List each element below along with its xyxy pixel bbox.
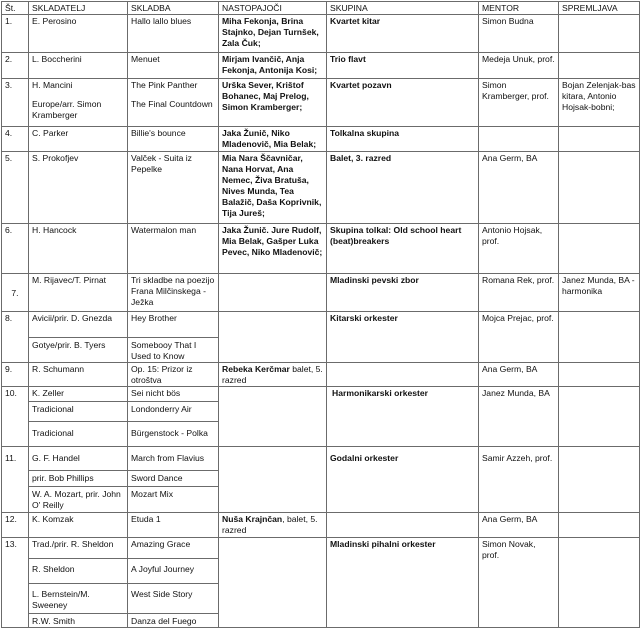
piece-line: March from Flavius	[131, 453, 205, 463]
row-piece: Billie's bounce	[128, 127, 219, 152]
piece-line: Mozart Mix	[128, 486, 218, 500]
table-row	[2, 363, 640, 387]
row-mentor: Simon Kramberger, prof.	[479, 79, 559, 127]
row-composer	[29, 79, 128, 127]
row-mentor: Janez Munda, BA	[479, 387, 559, 447]
row-num: 13.	[2, 538, 29, 628]
row-mentor: Ana Germ, BA	[479, 152, 559, 224]
table-row	[2, 152, 640, 224]
row-performers: Mirjam Ivančič, Anja Fekonja, Antonija Kosi;	[219, 53, 327, 79]
row-composer: M. Rijavec/T. Pirnat	[29, 274, 128, 312]
header-group: SKUPINA	[327, 2, 479, 15]
row-performers	[219, 513, 327, 538]
piece-line: Danza del Fuego	[128, 613, 218, 627]
row-piece: Watermalon man	[128, 224, 219, 274]
row-accompaniment: Janez Munda, BA - harmonika	[559, 274, 640, 312]
row-accompaniment	[559, 127, 640, 152]
composer-line: prir. Bob Phillips	[29, 470, 127, 484]
piece-line: The Pink Panther	[131, 80, 198, 90]
row-accompaniment: Bojan Zelenjak-bas kitara, Antonio Hojsak-bobni;	[559, 79, 640, 127]
row-num: 12.	[2, 513, 29, 538]
piece-line: Somebooy That I Used to Know	[128, 337, 218, 362]
row-composer	[29, 447, 128, 513]
composer-line: Europe/arr. Simon Kramberger	[32, 99, 102, 120]
row-piece	[128, 387, 219, 447]
row-mentor: Antonio Hojsak, prof.	[479, 224, 559, 274]
row-accompaniment	[559, 363, 640, 387]
composer-line: K. Zeller	[32, 388, 64, 398]
row-group: Balet, 3. razred	[327, 152, 479, 224]
table-row	[2, 513, 640, 538]
row-composer: S. Prokofjev	[29, 152, 128, 224]
composer-line: R.W. Smith	[29, 613, 127, 627]
row-num: 7.	[2, 274, 29, 312]
row-composer	[29, 538, 128, 628]
table-row	[2, 15, 640, 53]
table-row	[2, 127, 640, 152]
row-performers	[219, 538, 327, 628]
row-mentor: Simon Budna	[479, 15, 559, 53]
row-mentor: Romana Rek, prof.	[479, 274, 559, 312]
composer-line: Gotye/prir. B. Tyers	[29, 337, 127, 351]
row-accompaniment	[559, 447, 640, 513]
composer-line: R. Sheldon	[29, 558, 127, 575]
row-piece: Op. 15: Prizor iz otroštva	[128, 363, 219, 387]
performer-name: Rebeka Kerčmar	[222, 364, 290, 374]
row-num: 5.	[2, 152, 29, 224]
row-group: Harmonikarski orkester	[327, 387, 479, 447]
row-num: 6.	[2, 224, 29, 274]
row-group	[327, 513, 479, 538]
row-num: 11.	[2, 447, 29, 513]
table-row	[2, 224, 640, 274]
row-group: Mladinski pevski zbor	[327, 274, 479, 312]
row-accompaniment	[559, 224, 640, 274]
row-performers: Jaka Žunič, Niko Mladenovič, Mia Belak;	[219, 127, 327, 152]
header-performers: NASTOPAJOČI	[219, 2, 327, 15]
row-piece: Hallo lallo blues	[128, 15, 219, 53]
composer-line: Tradicional	[29, 421, 127, 439]
row-piece: Valček - Suita iz Pepelke	[128, 152, 219, 224]
performer-detail: balet, 5. razred	[222, 364, 323, 385]
row-piece: Tri skladbe na poezijo Frana Milčinskega - Ježka	[128, 274, 219, 312]
row-composer: K. Komzak	[29, 513, 128, 538]
piece-line: Bürgenstock - Polka	[128, 421, 218, 439]
table-row	[2, 312, 640, 363]
row-piece	[128, 447, 219, 513]
composer-line: Trad./prir. R. Sheldon	[32, 539, 114, 549]
piece-line: Amazing Grace	[131, 539, 191, 549]
row-group	[327, 363, 479, 387]
row-performers	[219, 387, 327, 447]
row-group: Kvartet kitar	[327, 15, 479, 53]
header-composer: SKLADATELJ	[29, 2, 128, 15]
performer-name: Nuša Krajnčan	[222, 514, 283, 524]
composer-line: W. A. Mozart, prir. John O' Reilly	[29, 486, 127, 511]
row-num: 2.	[2, 53, 29, 79]
row-num: 8.	[2, 312, 29, 363]
table-row	[2, 387, 640, 447]
row-accompaniment	[559, 15, 640, 53]
composer-line: G. F. Handel	[32, 453, 80, 463]
header-num: Št.	[2, 2, 29, 15]
row-group: Kvartet pozavn	[327, 79, 479, 127]
composer-line: Tradicional	[29, 401, 127, 415]
row-composer	[29, 387, 128, 447]
row-num: 10.	[2, 387, 29, 447]
row-composer	[29, 312, 128, 363]
table-row	[2, 447, 640, 513]
row-group: Skupina tolkal: Old school heart (beat)breakers	[327, 224, 479, 274]
header-row	[2, 2, 640, 15]
composer-line: Avicii/prir. D. Gnezda	[32, 313, 113, 323]
composer-line: H. Mancini	[32, 80, 73, 90]
row-performers: Mia Nara Ščavničar, Nana Horvat, Ana Nemec, Živa Bratuša, Nives Munda, Tea Balažič, Daša Koprivnik, Tija Jureš;	[219, 152, 327, 224]
row-group: Mladinski pihalni orkester	[327, 538, 479, 628]
composer-line: L. Bernstein/M. Sweeney	[29, 583, 127, 611]
piece-line: West Side Story	[128, 583, 218, 600]
row-mentor: Mojca Prejac, prof.	[479, 312, 559, 363]
row-group: Trio flavt	[327, 53, 479, 79]
row-piece: Menuet	[128, 53, 219, 79]
row-group: Tolkalna skupina	[327, 127, 479, 152]
row-piece: Etuda 1	[128, 513, 219, 538]
table-row	[2, 538, 640, 628]
row-group: Godalni orkester	[327, 447, 479, 513]
row-accompaniment	[559, 513, 640, 538]
row-num: 3.	[2, 79, 29, 127]
row-accompaniment	[559, 152, 640, 224]
row-mentor	[479, 127, 559, 152]
table-row	[2, 274, 640, 312]
row-num: 1.	[2, 15, 29, 53]
table-row	[2, 53, 640, 79]
piece-line: Hey Brother	[131, 313, 177, 323]
row-performers: Jaka Žunič. Jure Rudolf, Mia Belak, Gašper Luka Pevec, Niko Mladenovič;	[219, 224, 327, 274]
header-piece: SKLADBA	[128, 2, 219, 15]
row-performers	[219, 447, 327, 513]
row-piece	[128, 312, 219, 363]
table-row	[2, 79, 640, 127]
piece-line: The Final Countdown	[131, 99, 213, 109]
row-composer: L. Boccherini	[29, 53, 128, 79]
row-composer: E. Perosino	[29, 15, 128, 53]
header-accompaniment: SPREMLJAVA	[559, 2, 640, 15]
row-performers: Miha Fekonja, Brina Stajnko, Dejan Turnšek, Zala Čuk;	[219, 15, 327, 53]
performer-detail: , balet, 5. razred	[222, 514, 318, 535]
row-piece	[128, 79, 219, 127]
row-performers: Urška Sever, Krištof Bohanec, Maj Prelog, Simon Kramberger;	[219, 79, 327, 127]
row-accompaniment	[559, 53, 640, 79]
piece-line: Sword Dance	[128, 470, 218, 484]
row-mentor: Medeja Unuk, prof.	[479, 53, 559, 79]
row-num: 4.	[2, 127, 29, 152]
row-group: Kitarski orkester	[327, 312, 479, 363]
program-table	[1, 1, 640, 628]
row-performers	[219, 363, 327, 387]
row-piece	[128, 538, 219, 628]
row-performers	[219, 274, 327, 312]
row-mentor: Simon Novak, prof.	[479, 538, 559, 628]
row-composer: R. Schumann	[29, 363, 128, 387]
row-mentor: Samir Azzeh, prof.	[479, 447, 559, 513]
row-composer: C. Parker	[29, 127, 128, 152]
row-composer: H. Hancock	[29, 224, 128, 274]
row-accompaniment	[559, 538, 640, 628]
header-mentor: MENTOR	[479, 2, 559, 15]
row-mentor: Ana Germ, BA	[479, 363, 559, 387]
piece-line: A Joyful Journey	[128, 558, 218, 575]
row-performers	[219, 312, 327, 363]
row-mentor: Ana Germ, BA	[479, 513, 559, 538]
piece-line: Sei nicht bös	[131, 388, 181, 398]
row-accompaniment	[559, 312, 640, 363]
row-num: 9.	[2, 363, 29, 387]
row-accompaniment	[559, 387, 640, 447]
piece-line: Londonderry Air	[128, 401, 218, 415]
